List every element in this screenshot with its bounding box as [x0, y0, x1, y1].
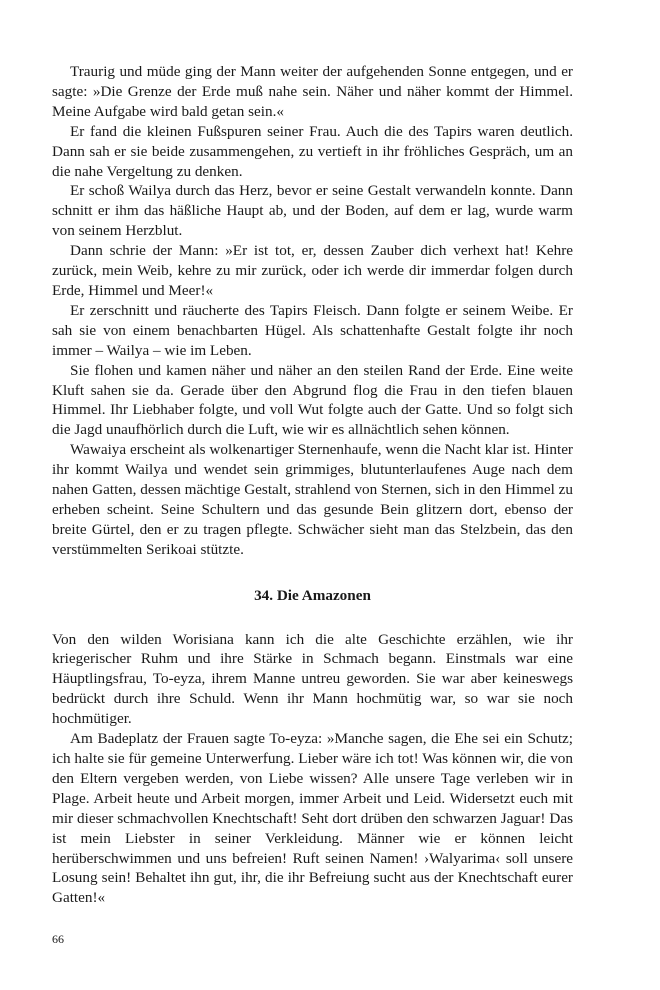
paragraph: Am Badeplatz der Frauen sagte To-eyza: »Manche sagen, die Ehe sei ein Schutz; ich halte sie für gemeine Unterwerfung. Lieber wäre ich tot! Was können wir, die von den Eltern vergeben werden, von Liebe wissen? Alle unsere Tage verleben wir in Plage. Arbeit heute und Arbeit morgen, immer Arbeit und Leid. Widersetzt euch mit mir dieser schmachvollen Knechtschaft! Seht dort drüben den schwarzen Jaguar! Das ist mein Liebster in seiner Verkleidung. Männer wie er können leicht herüberschwimmen und uns befreien! Ruft seinen Namen! ›Walyarima‹ soll unsere Losung sein! Behaltet ihn gut, ihr, die ihr Befreiung sucht aus der Knechtschaft eurer Gatten!«	[52, 730, 573, 907]
chapter-title: 34. Die Amazonen	[254, 586, 371, 604]
page-content	[52, 62, 573, 908]
story-section	[52, 62, 573, 560]
page-number: 66	[52, 932, 64, 946]
paragraph: Er zerschnitt und räucherte des Tapirs Fleisch. Dann folgte er seinem Weibe. Er sah sie von einem benachbarten Hügel. Als schattenhafte Gestalt folgte ihr noch immer – Wailya – wie im Leben.	[52, 301, 573, 359]
paragraph: Dann schrie der Mann: »Er ist tot, er, dessen Zauber dich verhext hat! Kehre zurück, mein Weib, kehre zu mir zurück, oder ich werde dir immerdar folgen durch Erde, Himmel und Meer!«	[52, 242, 573, 299]
paragraph: Traurig und müde ging der Mann weiter der aufgehenden Sonne entgegen, und er sagte: »Die Grenze der Erde muß nahe sein. Näher und näher kommt der Himmel. Meine Aufgabe wird bald getan sein.«	[52, 63, 573, 120]
paragraph: Wawaiya erscheint als wolkenartiger Sternenhaufe, wenn die Nacht klar ist. Hinter ihr kommt Wailya und wendet sein grimmiges, blutunterlaufenes Auge nach dem nahen Gatten, dessen mächtige Gestalt, strahlend von Sternen, sich in den Himmel zu erheben scheint. Seine Schultern und das gesunde Bein glitzern dort, ebenso der breite Gürtel, den er zu tragen pflegte. Schwächer sieht man das Stelzbein, das den verstümmelten Serikoai stützte.	[52, 441, 573, 558]
paragraph: Von den wilden Worisiana kann ich die alte Geschichte erzählen, wie ihr kriegerischer Ruhm und ihre Stärke in Schmach begann. Einstmals war eine Häuptlingsfrau, To-eyza, ihrem Manne untreu geworden. Sie war aber keineswegs bedrückt durch ihre Schuld. Wenn ihr Mann hochmütig war, so war sie noch hochmütiger.	[52, 630, 573, 728]
chapter-section	[52, 630, 573, 909]
paragraph: Er schoß Wailya durch das Herz, bevor er seine Gestalt verwandeln konnte. Dann schnitt er ihm das häßliche Haupt ab, und der Boden, auf dem er lag, wurde warm von seinem Herzblut.	[52, 182, 573, 240]
paragraph: Er fand die kleinen Fußspuren seiner Frau. Auch die des Tapirs waren deutlich. Dann sah er sie beide zusammengehen, zu vertieft in ihr fröhliches Gespräch, um an die nahe Vergeltung zu denken.	[52, 122, 573, 180]
paragraph: Sie flohen und kamen näher und näher an den steilen Rand der Erde. Eine weite Kluft sahen sie da. Gerade über den Abgrund flog die Frau in den tiefen blauen Himmel. Ihr Liebhaber folgte, und voll Wut folgte auch der Gatte. Und so folgt sich die Jagd unaufhörlich durch die Luft, wie wir es allnächtlich sehen können.	[52, 361, 573, 439]
